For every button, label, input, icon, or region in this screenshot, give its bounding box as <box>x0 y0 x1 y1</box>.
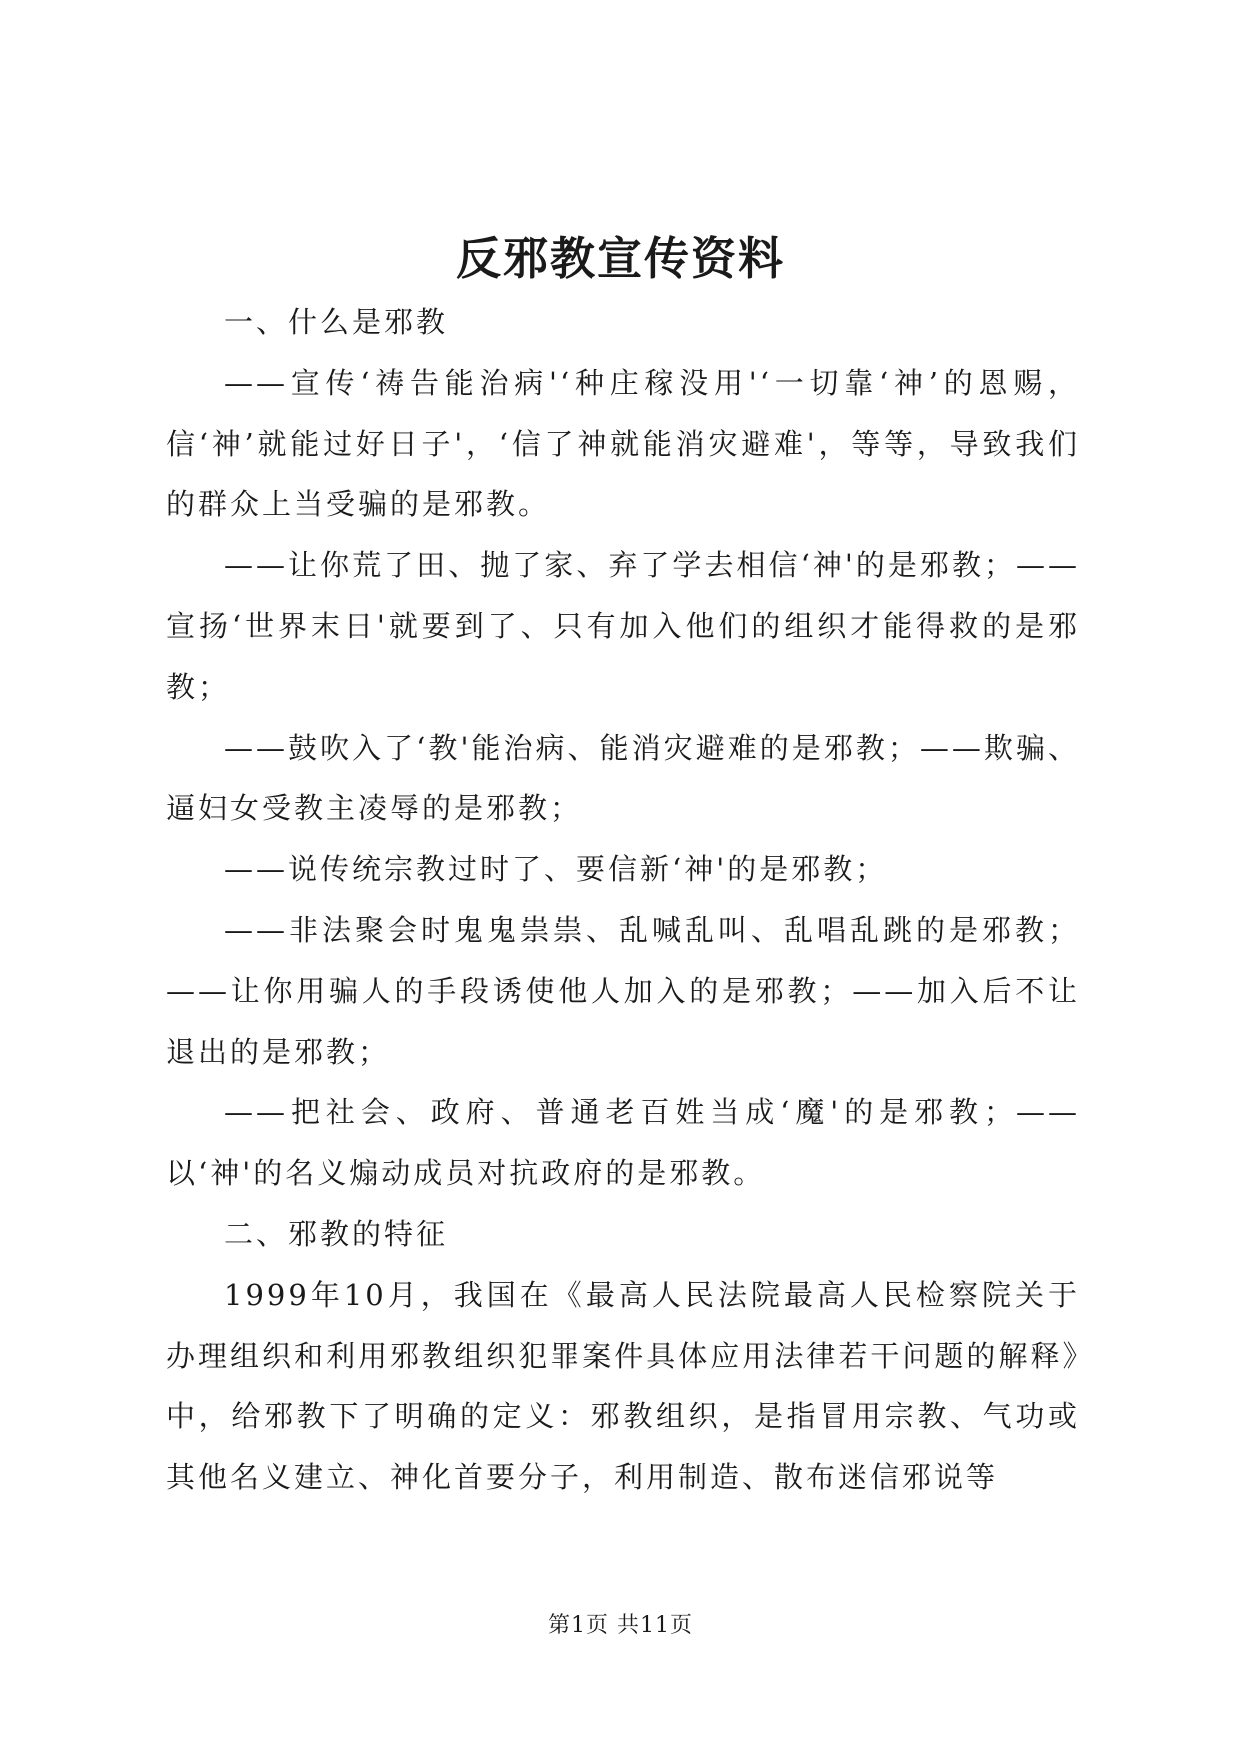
paragraph: ——说传统宗教过时了、要信新‘神'的是邪教； <box>224 852 888 887</box>
document-title: 反邪教宣传资料 <box>455 232 785 285</box>
paragraph: ——让你荒了田、抛了家、弃了学去相信‘神'的是邪教；——宣扬‘世界末日'就要到了、只有加入他们的组织才能得救的是邪教； <box>166 548 1080 704</box>
paragraph: 1999年10月，我国在《最高人民法院最高人民检察院关于办理组织和利用邪教组织犯罪案件具体应用法律若干问题的解释》中，给邪教下了明确的定义：邪教组织，是指冒用宗教、气功或其他名义建立、神化首要分子，利用制造、散布迷信邪说等 <box>166 1277 1080 1495</box>
paragraph: ——把社会、政府、普通老百姓当成‘魔'的是邪教；——以‘神'的名义煽动成员对抗政府的是邪教。 <box>166 1095 1080 1191</box>
paragraph: ——宣传‘祷告能治病'‘种庄稼没用'‘一切靠‘神’的恩赐，信‘神’就能过好日子'，‘信了神就能消灾避难'，等等，导致我们的群众上当受骗的是邪教。 <box>166 365 1080 522</box>
paragraph: ——非法聚会时鬼鬼祟祟、乱喊乱叫、乱唱乱跳的是邪教；——让你用骗人的手段诱使他人加入的是邪教；——加入后不让退出的是邪教； <box>166 912 1080 1069</box>
section-heading-1: 一、什么是邪教 <box>224 305 449 339</box>
document-body <box>166 292 1080 1508</box>
page-footer: 第1页 共11页 <box>548 1613 693 1638</box>
section-heading-2: 二、邪教的特征 <box>224 1216 449 1251</box>
paragraph: ——鼓吹入了‘教'能治病、能消灾避难的是邪教；——欺骗、逼妇女受教主凌辱的是邪教； <box>166 730 1080 826</box>
